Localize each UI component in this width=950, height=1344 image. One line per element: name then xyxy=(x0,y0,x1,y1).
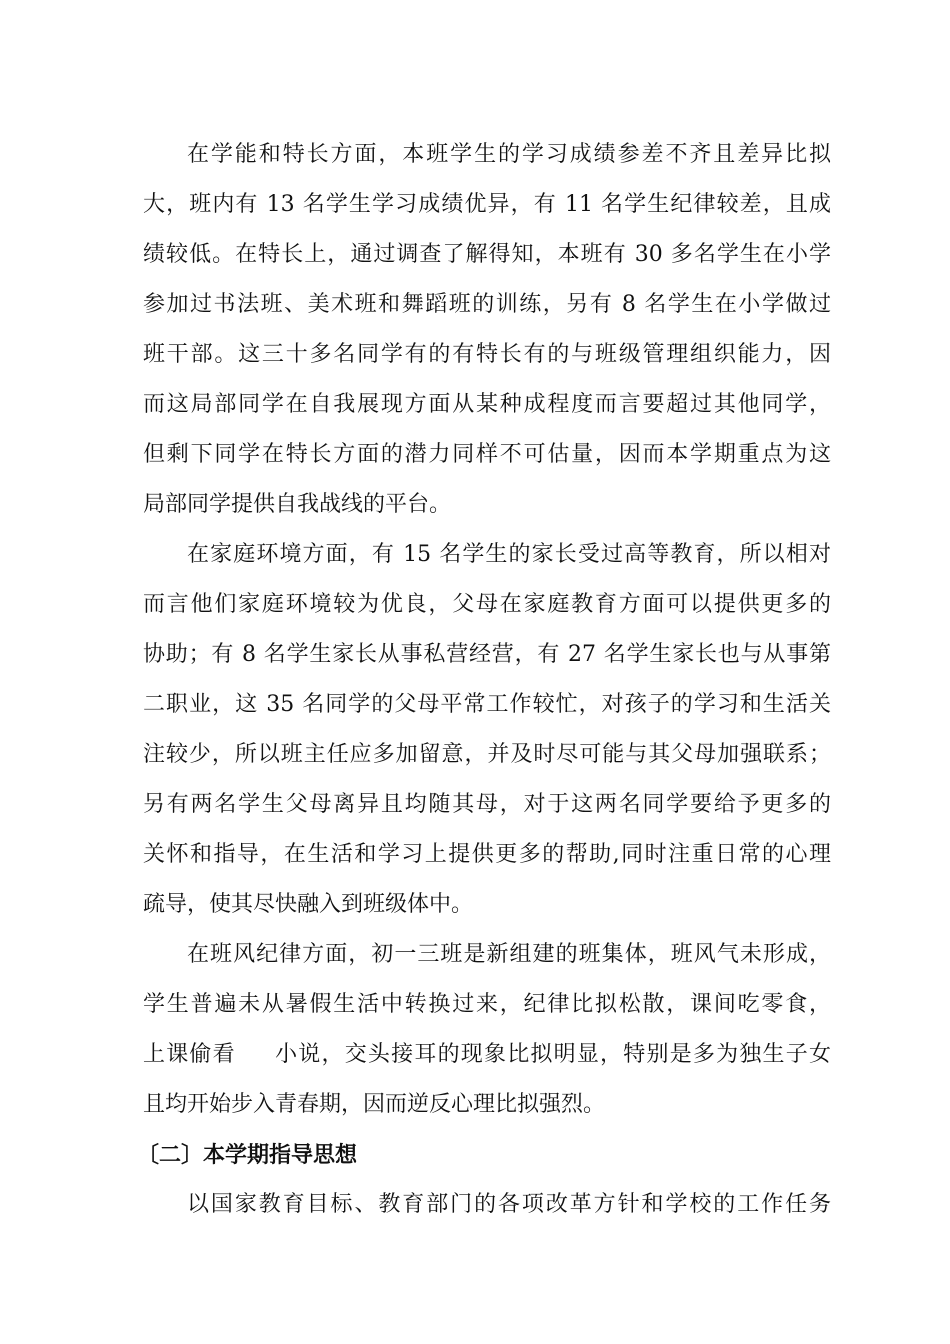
paragraph-2-line-5: 注较少，所以班主任应多加留意，并及时尽可能与其父母加强联系； xyxy=(143,742,831,767)
paragraph-1-line-1: 在学能和特长方面，本班学生的学习成绩参差不齐且差异比拟 xyxy=(187,142,831,167)
paragraph-2-line-7: 关怀和指导，在生活和学习上提供更多的帮助,同时注重日常的心理 xyxy=(143,842,831,867)
paragraph-1-line-5: 班干部。这三十多名同学有的有特长有的与班级管理组织能力，因 xyxy=(143,342,831,367)
paragraph-4-line-1: 以国家教育目标、教育部门的各项改革方针和学校的工作任务 xyxy=(187,1192,831,1217)
paragraph-3-line-2: 学生普遍未从暑假生活中转换过来，纪律比拟松散，课间吃零食， xyxy=(143,992,831,1017)
paragraph-2-line-8: 疏导，使其尽快融入到班级体中。 xyxy=(143,892,474,917)
paragraph-2-line-4: 二职业，这 35 名同学的父母平常工作较忙，对孩子的学习和生活关 xyxy=(143,692,831,717)
section-heading: 〔二〕本学期指导思想 xyxy=(137,1142,358,1168)
paragraph-2-line-1: 在家庭环境方面，有 15 名学生的家长受过高等教育，所以相对 xyxy=(187,542,831,567)
paragraph-3-line-3-part-2: 小说，交头接耳的现象比拟明显，特别是多为独生子女 xyxy=(273,1042,831,1067)
paragraph-1-line-8: 局部同学提供自我战线的平台。 xyxy=(143,492,452,517)
paragraph-3-line-1: 在班风纪律方面，初一三班是新组建的班集体，班风气未形成， xyxy=(187,942,831,967)
paragraph-1-line-7: 但剩下同学在特长方面的潜力同样不可估量，因而本学期重点为这 xyxy=(143,442,831,467)
document-body xyxy=(137,130,831,1230)
paragraph-3-line-3-part-1: 上课偷看 xyxy=(143,1042,236,1067)
paragraph-1-line-2: 大，班内有 13 名学生学习成绩优异，有 11 名学生纪律较差，且成 xyxy=(143,192,831,217)
paragraph-3-line-4: 且均开始步入青春期，因而逆反心理比拟强烈。 xyxy=(143,1092,606,1117)
paragraph-2-line-6: 另有两名学生父母离异且均随其母，对于这两名同学要给予更多的 xyxy=(143,792,831,817)
paragraph-2-line-3: 协助；有 8 名学生家长从事私营经营，有 27 名学生家长也与从事第 xyxy=(143,642,831,667)
paragraph-3-line-3 xyxy=(143,1030,831,1080)
paragraph-1-line-6: 而这局部同学在自我展现方面从某种成程度而言要超过其他同学， xyxy=(143,392,831,417)
paragraph-1-line-4: 参加过书法班、美术班和舞蹈班的训练，另有 8 名学生在小学做过 xyxy=(143,292,831,317)
paragraph-1-line-3: 绩较低。在特长上，通过调查了解得知，本班有 30 多名学生在小学 xyxy=(143,242,831,267)
paragraph-2-line-2: 而言他们家庭环境较为优良，父母在家庭教育方面可以提供更多的 xyxy=(143,592,831,617)
